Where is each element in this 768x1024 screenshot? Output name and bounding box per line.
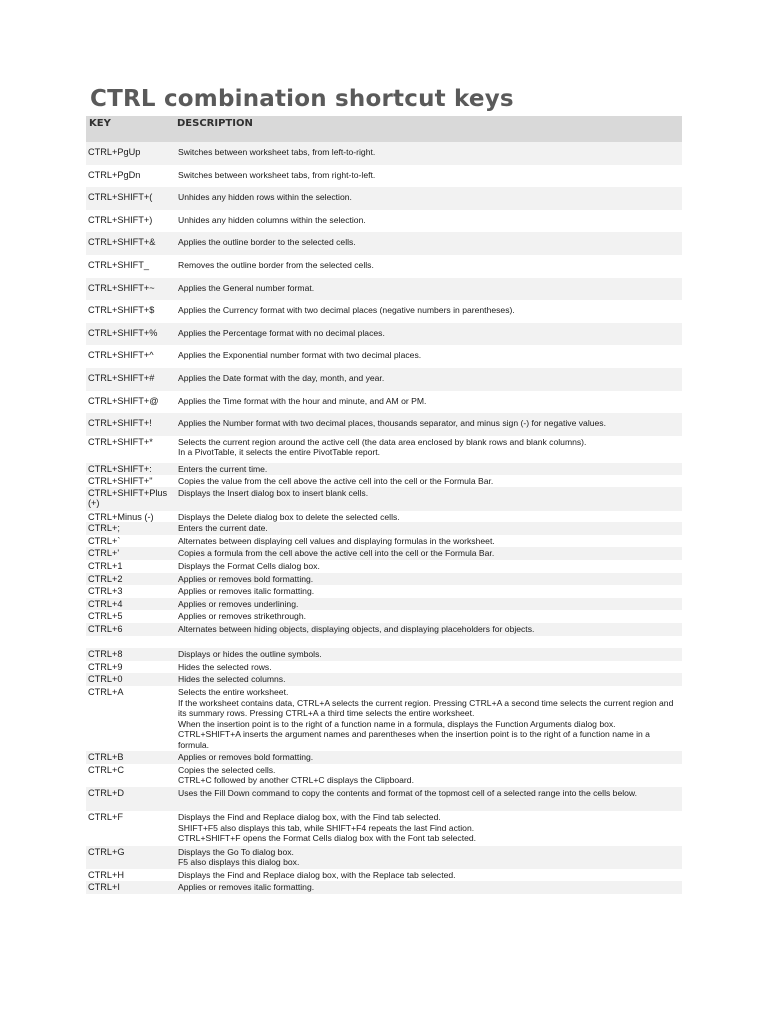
shortcut-key: CTRL+F xyxy=(88,812,123,823)
table-row xyxy=(86,165,682,188)
shortcut-description: Applies or removes strikethrough. xyxy=(178,611,307,622)
shortcut-description: Displays the Find and Replace dialog box, with the Find tab selected. SHIFT+F5 also displays this tab, while SHIFT+F4 repeats the last Find action. CTRL+SHIFT+F opens the Format Cells dialog box with the Font tab selected. xyxy=(178,812,477,844)
table-body xyxy=(86,142,682,894)
shortcut-key: CTRL+4 xyxy=(88,598,123,609)
table-row xyxy=(86,686,682,751)
shortcut-key: CTRL+SHIFT+& xyxy=(88,237,156,248)
table-row xyxy=(86,535,682,548)
page-title: CTRL combination shortcut keys xyxy=(90,86,514,112)
table-row xyxy=(86,463,682,475)
shortcut-description: Hides the selected rows. xyxy=(178,661,272,672)
shortcut-description xyxy=(176,636,682,649)
table-row xyxy=(86,547,682,560)
shortcut-key: CTRL+0 xyxy=(88,674,123,685)
shortcut-description: Applies or removes underlining. xyxy=(178,598,299,609)
shortcut-description: Applies the Date format with the day, month, and year. xyxy=(178,372,385,383)
table-row xyxy=(86,436,682,463)
shortcut-description: Applies the outline border to the selected cells. xyxy=(178,237,356,248)
shortcut-key: CTRL+5 xyxy=(88,611,123,622)
table-row xyxy=(86,300,682,323)
shortcut-key: CTRL+SHIFT+@ xyxy=(88,395,159,406)
table-row xyxy=(86,345,682,368)
table-row xyxy=(86,413,682,436)
shortcut-description: Displays the Format Cells dialog box. xyxy=(178,561,320,571)
shortcut-key: CTRL+2 xyxy=(88,573,123,584)
shortcut-description: Copies a formula from the cell above the active cell into the cell or the Formula Bar. xyxy=(178,548,495,559)
shortcut-description: Displays or hides the outline symbols. xyxy=(178,649,322,660)
shortcut-description: Selects the entire worksheet. If the worksheet contains data, CTRL+A selects the current region. Pressing CTRL+A a second time selects the current region and its summary rows. Pressing CTRL+A a third time selects the entire worksheet. When the insertion point is to the right of a function name in a formula, displays the Function Arguments dialog box. CTRL+SHIFT+A inserts the argument names and parentheses when the insertion point is to the right of a function name in a formula. xyxy=(178,686,674,750)
table-row xyxy=(86,881,682,894)
table-row xyxy=(86,661,682,674)
shortcut-description: Switches between worksheet tabs, from right-to-left. xyxy=(178,169,376,180)
shortcut-key: CTRL+8 xyxy=(88,649,123,660)
shortcut-key: CTRL+SHIFT+( xyxy=(88,192,153,203)
shortcut-description: Copies the value from the cell above the active cell into the cell or the Formula Bar. xyxy=(178,475,494,486)
shortcut-description: Applies or removes bold formatting. xyxy=(178,751,314,762)
shortcut-key: CTRL+PgUp xyxy=(88,147,141,157)
shortcut-description: Applies the Time format with the hour and minute, and AM or PM. xyxy=(178,395,427,406)
shortcut-description: Alternates between displaying cell values and displaying formulas in the worksheet. xyxy=(178,535,495,546)
table-row xyxy=(86,475,682,487)
shortcut-description: Uses the Fill Down command to copy the contents and format of the topmost cell of a selected range into the cells below. xyxy=(178,788,638,799)
shortcut-key: CTRL+9 xyxy=(88,661,123,672)
table-row xyxy=(86,610,682,623)
table-row xyxy=(86,210,682,233)
shortcut-description: Removes the outline border from the selected cells. xyxy=(178,259,374,270)
shortcut-description: Selects the current region around the active cell (the data area enclosed by blank rows and blank columns). In a PivotTable, it selects the entire PivotTable report. xyxy=(178,436,587,458)
shortcut-key: CTRL+PgDn xyxy=(88,169,141,180)
shortcut-description: Applies the Number format with two decimal places, thousands separator, and minus sign (-) for negative values. xyxy=(178,418,606,429)
shortcut-description: Enters the current time. xyxy=(178,463,268,474)
table-row xyxy=(86,278,682,301)
shortcut-key: CTRL+H xyxy=(88,869,124,880)
shortcut-key: CTRL+1 xyxy=(88,561,123,571)
table-row xyxy=(86,142,682,165)
table-row xyxy=(86,787,682,811)
shortcut-key: CTRL+C xyxy=(88,764,124,775)
shortcut-key: CTRL+SHIFT+" xyxy=(88,475,153,486)
shortcut-key: CTRL+' xyxy=(88,548,120,559)
shortcut-key: CTRL+3 xyxy=(88,586,123,597)
shortcut-key: CTRL+SHIFT_ xyxy=(88,259,150,270)
table-row xyxy=(86,869,682,882)
shortcut-key: CTRL+D xyxy=(88,788,124,799)
table-header xyxy=(86,116,682,142)
table-row xyxy=(86,846,682,869)
shortcut-key: CTRL+; xyxy=(88,523,120,534)
shortcut-description: Displays the Find and Replace dialog box, with the Replace tab selected. xyxy=(178,869,456,880)
shortcut-key: CTRL+SHIFT+# xyxy=(88,372,155,383)
shortcut-key: CTRL+Minus (-) xyxy=(88,511,154,522)
table-row xyxy=(86,522,682,535)
shortcut-table xyxy=(86,116,682,894)
shortcut-key: CTRL+SHIFT+: xyxy=(88,463,152,474)
shortcut-description: Unhides any hidden rows within the selection. xyxy=(178,192,352,203)
table-row xyxy=(86,648,682,661)
shortcut-description: Applies or removes italic formatting. xyxy=(178,586,315,597)
table-row xyxy=(86,585,682,598)
table-row xyxy=(86,487,682,511)
table-row xyxy=(86,511,682,523)
shortcut-description: Unhides any hidden columns within the selection. xyxy=(178,214,366,225)
shortcut-description: Hides the selected columns. xyxy=(178,674,286,685)
shortcut-description: Applies or removes bold formatting. xyxy=(178,573,314,584)
shortcut-description: Displays the Go To dialog box. F5 also displays this dialog box. xyxy=(178,846,300,868)
shortcut-description: Displays the Insert dialog box to insert blank cells. xyxy=(178,487,369,498)
shortcut-description: Applies the Exponential number format with two decimal places. xyxy=(178,350,422,361)
shortcut-description: Alternates between hiding objects, displaying objects, and displaying placeholders for objects. xyxy=(178,623,535,634)
shortcut-description: Displays the Delete dialog box to delete the selected cells. xyxy=(178,511,400,522)
shortcut-key: CTRL+B xyxy=(88,751,124,762)
shortcut-key: CTRL+SHIFT+Plus (+) xyxy=(88,487,168,509)
table-row xyxy=(86,811,682,846)
table-row xyxy=(86,751,682,764)
table-row xyxy=(86,560,682,573)
header-key: KEY xyxy=(89,118,111,129)
table-row xyxy=(86,673,682,686)
shortcut-key: CTRL+SHIFT+* xyxy=(88,436,153,447)
shortcut-key: CTRL+A xyxy=(88,686,124,697)
shortcut-description: Switches between worksheet tabs, from left-to-right. xyxy=(178,147,376,157)
shortcut-key: CTRL+6 xyxy=(88,623,123,634)
table-row xyxy=(86,636,682,649)
table-row xyxy=(86,573,682,586)
header-description: DESCRIPTION xyxy=(177,118,253,129)
shortcut-key: CTRL+SHIFT+! xyxy=(88,418,152,429)
shortcut-description: Applies the General number format. xyxy=(178,282,315,293)
table-row xyxy=(86,323,682,346)
table-row xyxy=(86,764,682,788)
table-row xyxy=(86,187,682,210)
shortcut-key: CTRL+I xyxy=(88,882,120,893)
shortcut-description: Applies the Percentage format with no decimal places. xyxy=(178,327,385,338)
shortcut-description: Applies the Currency format with two decimal places (negative numbers in parentheses). xyxy=(178,305,515,316)
shortcut-key: CTRL+G xyxy=(88,846,125,857)
shortcut-key: CTRL+SHIFT+) xyxy=(88,214,153,225)
table-row xyxy=(86,598,682,611)
table-row xyxy=(86,232,682,255)
table-row xyxy=(86,255,682,278)
shortcut-description: Enters the current date. xyxy=(178,523,268,534)
shortcut-key: CTRL+` xyxy=(88,535,121,546)
shortcut-description: Applies or removes italic formatting. xyxy=(178,882,315,893)
shortcut-key xyxy=(86,636,176,649)
shortcut-key: CTRL+SHIFT+% xyxy=(88,327,158,338)
shortcut-key: CTRL+SHIFT+^ xyxy=(88,350,154,361)
shortcut-description: Copies the selected cells. CTRL+C followed by another CTRL+C displays the Clipboard. xyxy=(178,764,414,786)
table-row xyxy=(86,391,682,414)
shortcut-key: CTRL+SHIFT+$ xyxy=(88,305,155,316)
table-row xyxy=(86,623,682,636)
shortcut-key: CTRL+SHIFT+~ xyxy=(88,282,155,293)
table-row xyxy=(86,368,682,391)
